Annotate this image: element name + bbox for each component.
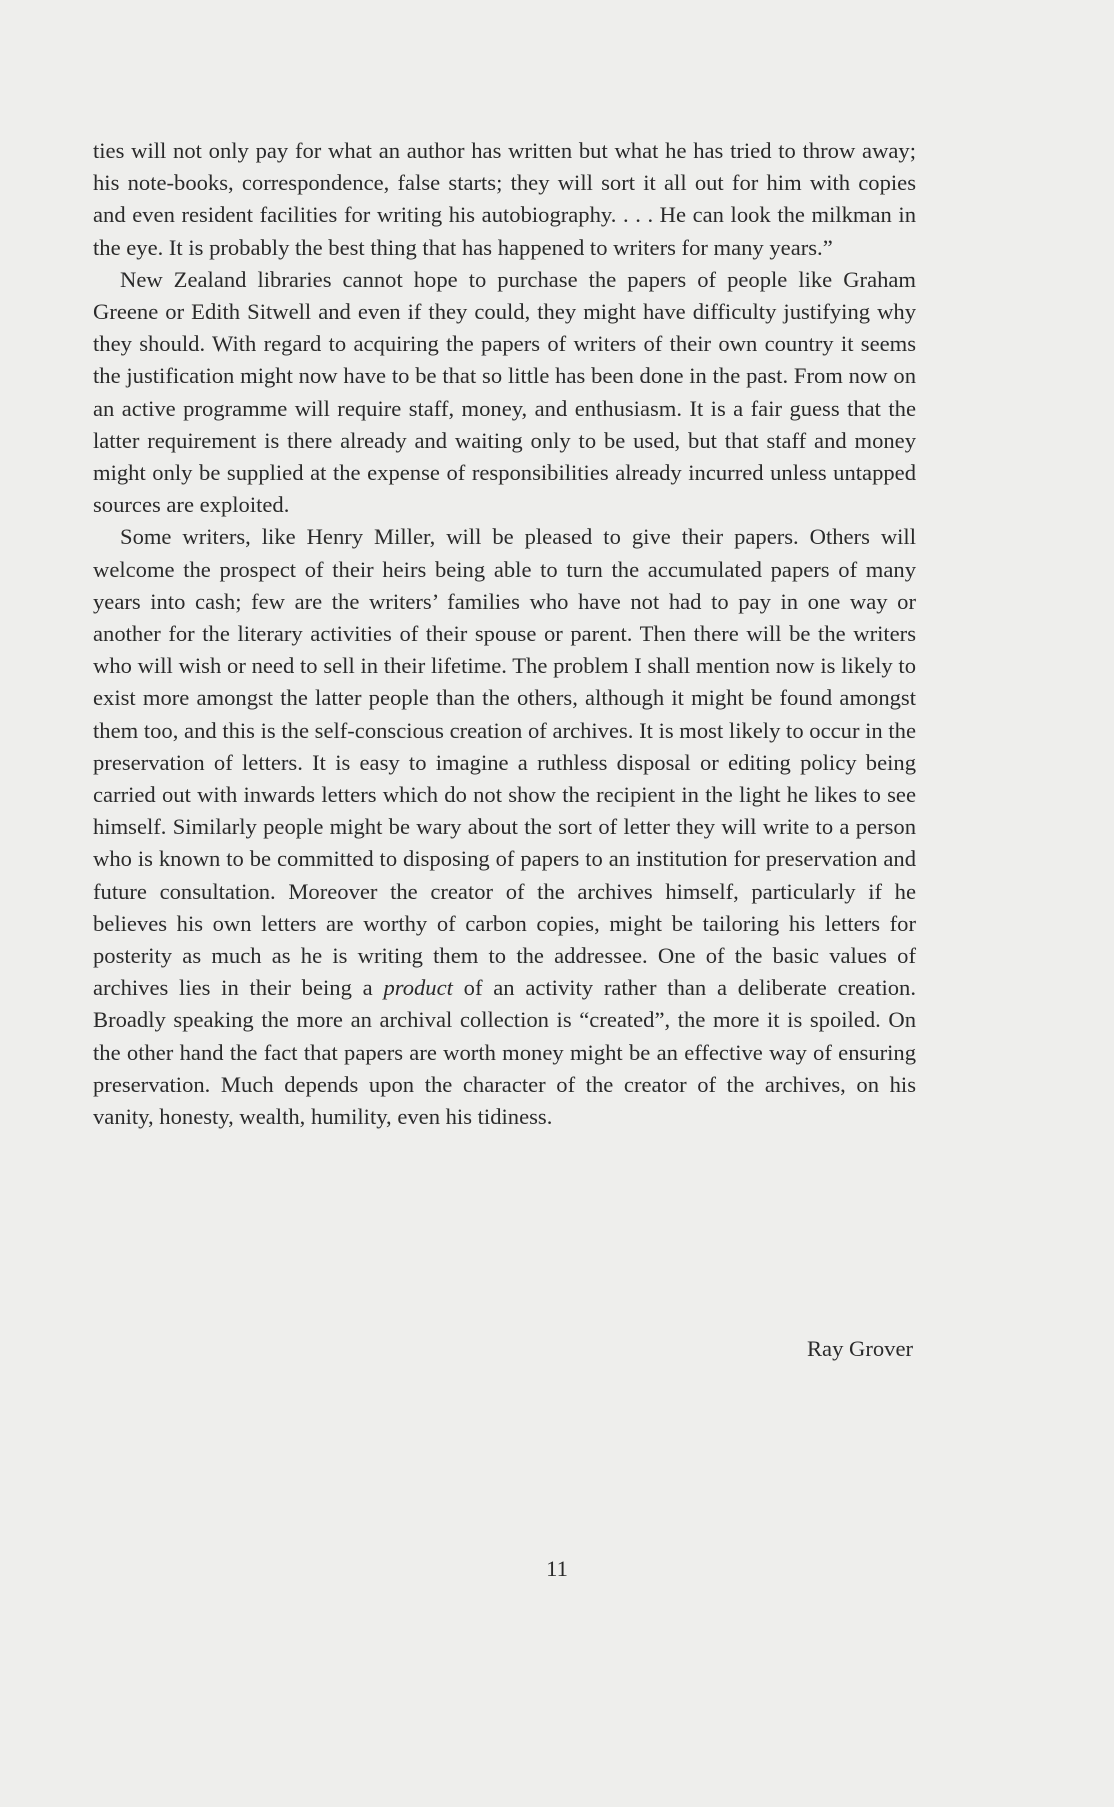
paragraph-2: New Zealand libraries cannot hope to purchase the papers of people like Graham Greene or Edith Sitwell and even if they could, they might have difficulty justifying why they should. With regard to acquiring the papers of writers of their own country it seems the justification might now have to be that so little has been done in the past. From now on an active programme will require staff, money, and enthusiasm. It is a fair guess that the latter requirement is there already and waiting only to be used, but that staff and money might only be supplied at the expense of responsibilities already incurred unless untapped sources are exploited. — [93, 266, 916, 518]
body-text — [93, 135, 916, 1133]
paragraph-3 — [93, 521, 916, 1133]
paragraph-3-text-start: Some writers, like Henry Miller, will be pleased to give their papers. Others will welcome the prospect of their heirs being able to turn the accumulated papers of many years into cash; few are the writers’ families who have not had to pay in one way or another for the literary activities of their spouse or parent. Then there will be the writers who will wish or need to sell in their lifetime. The problem I shall mention now is likely to exist more amongst the latter people than the others, although it might be found amongst them too, and this is the self-conscious creation of archives. It is most likely to occur in the preservation of letters. It is easy to imagine a ruthless disposal or editing policy being carried out with inwards letters which do not show the recipient in the light he likes to see himself. Similarly people might be wary about the sort of letter they will write to a person who is known to be committed to disposing of papers to an institution for preservation and future consultation. Moreover the creator of the archives himself, particularly if he believes his own letters are worthy of carbon copies, might be tailoring his letters for posterity as much as he is writing them to the addressee. One of the basic values of archives lies in their being a — [93, 524, 916, 1001]
author-signature: Ray Grover — [806, 1336, 913, 1361]
paragraph-3-text-end: of an activity rather than a deliberate creation. Broadly speaking the more an archival collection is “created”, the more it is spoiled. On the other hand the fact that papers are worth money might be an effective way of ensuring preservation. Much depends upon the character of the creator of the archives, on his vanity, honesty, wealth, humility, even his tidiness. — [93, 975, 916, 1130]
italic-emphasis: product — [383, 975, 453, 1001]
paragraph-1: ties will not only pay for what an author has written but what he has tried to throw away; his note-books, correspondence, false starts; they will sort it all out for him with copies and even resident facilities for writing his autobiography. . . . He can look the milkman in the eye. It is probably the best thing that has happened to writers for many years.” — [93, 138, 916, 260]
page-number: 11 — [546, 1556, 568, 1581]
